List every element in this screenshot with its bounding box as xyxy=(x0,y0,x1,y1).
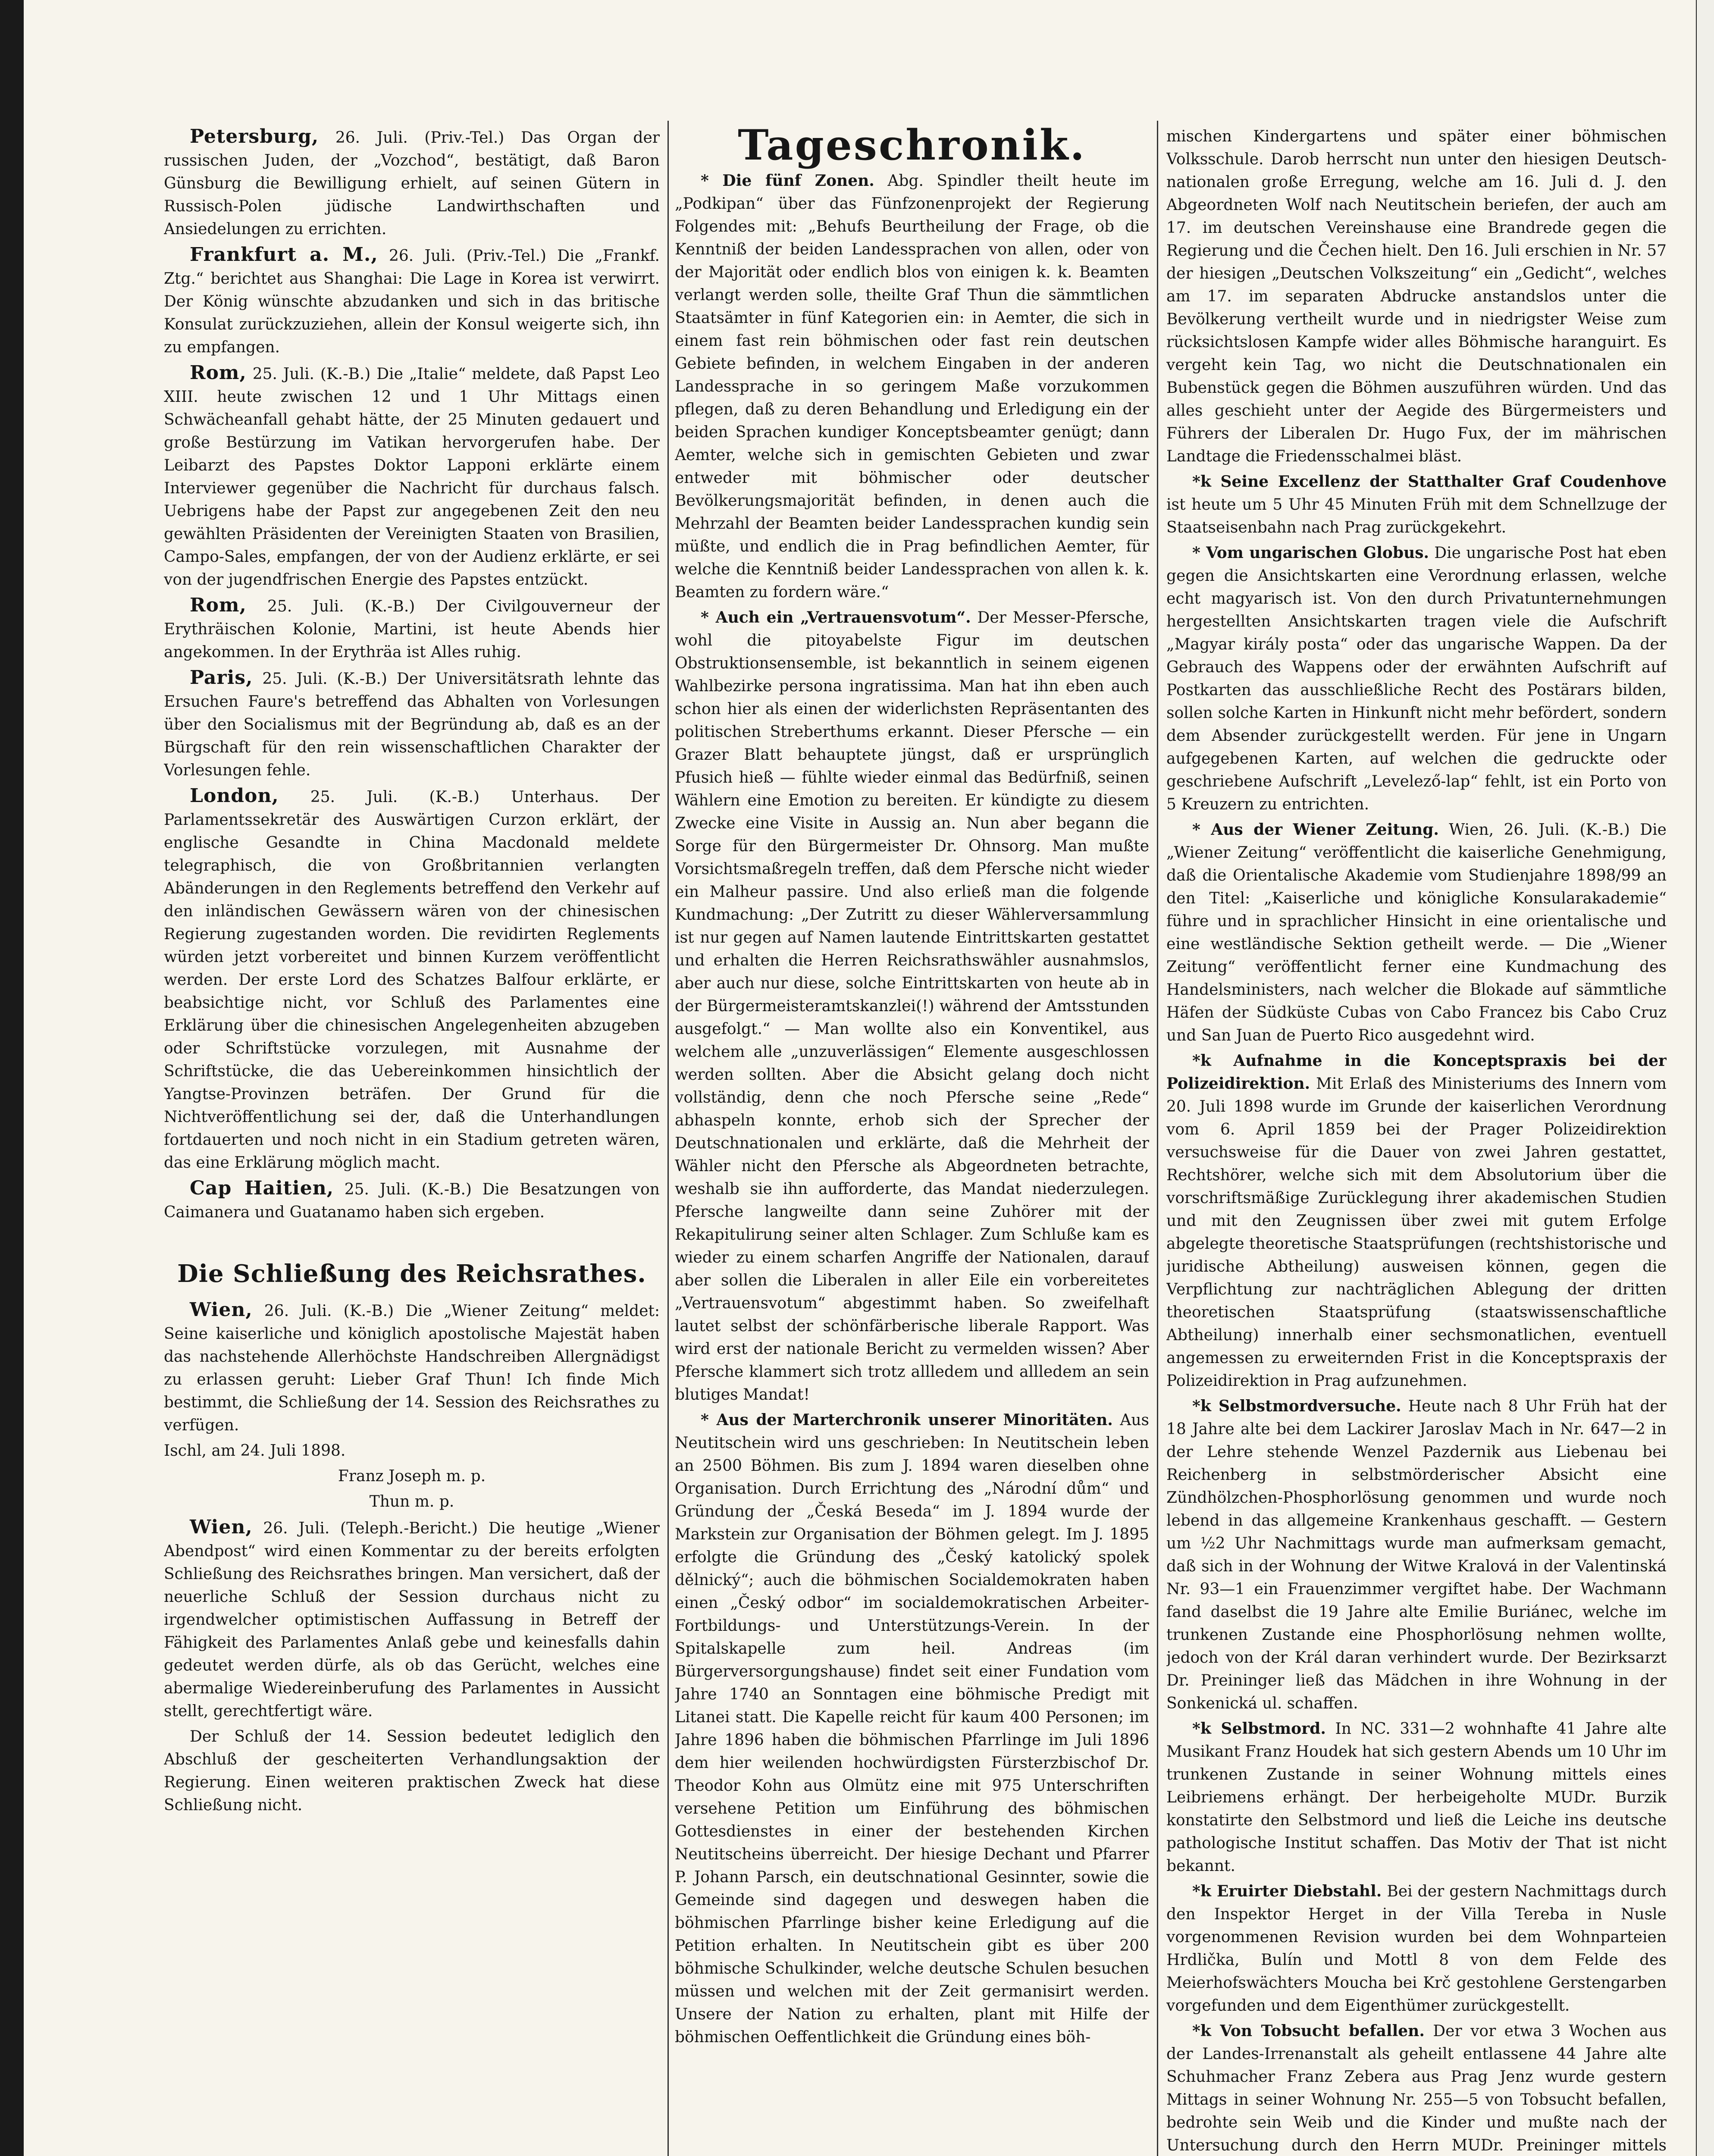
article-london xyxy=(164,784,660,1174)
article-text: In NC. 331—2 wohnhafte 41 Jahre alte Musikant Franz Houdek hat sich gestern Abends um 10 Uhr im trunkenen Zustande in seiner Wohnung mittels eines Leibriemens erhängt. Der herbeigeholte MUDr. Burzik konstatirte den Selbstmord und ließ die Leiche ins deutsche pathologische Institut schaffen. Das Motiv der That ist nicht bekannt. xyxy=(1166,1720,1667,1875)
article-heading: * Auch ein „Vertrauensvotum“. xyxy=(701,608,971,627)
article-wien-2 xyxy=(164,1516,660,1723)
dateline: Frankfurt a. M., xyxy=(190,244,378,266)
article-petersburg xyxy=(164,125,660,241)
article-paris xyxy=(164,666,660,782)
article-text: 26. Juli. (Priv.-Tel.) Das Organ der russischen Juden, der „Vozchod“, bestätigt, daß Baron Günsburg die Bewilligung erhielt, auf seinen Gütern in Russisch-Polen jüdische Landwirthschaften und Ansiedelungen zu errichten. xyxy=(164,129,660,238)
section-masthead: Tageschronik. xyxy=(738,125,1086,169)
column-1 xyxy=(164,125,660,2156)
article-text: Wien, 26. Juli. (K.-B.) Die „Wiener Zeitung“ veröffentlicht die kaiserliche Genehmigung, daß die Orientalische Akademie vom Studienjahre 1898/99 an den Titel: „Kaiserliche und königliche Konsularakademie“ führe und in sprachlicher Hinsicht in eine orientalische und eine westländische Sektion getheilt werde. — Die „Wiener Zeitung“ veröffentlicht ferner eine Kundmachung des Handelsministers, nach welcher die Blokade auf sämmtliche Häfen der Südküste Cubas von Cabo Francez bis Cabo Cruz und San Juan de Puerto Rico ausgedehnt wird. xyxy=(1166,821,1667,1044)
article-rom-2 xyxy=(164,594,660,664)
article-text: 25. Juli. (K.-B.) Die „Italie“ meldete, daß Papst Leo XIII. heute zwischen 12 und 1 Uhr Mittags einen Schwächeanfall gehabt hätte, der 25 Minuten gedauert und große Bestürzung im Vatikan hervorgerufen habe. Der Leibarzt des Papstes Doktor Lapponi erklärte einem Interviewer gegenüber die Nachricht für durchaus falsch. Uebrigens habe der Papst zur angegebenen Zeit den neu gewählten Präsidenten der Vereinigten Staaten von Brasilien, Campo-Sales, empfangen, der von der Audienz erklärte, er sei von der jugendfrischen Energie des Papstes entzückt. xyxy=(164,365,660,589)
article-selbstmord xyxy=(1166,1717,1667,1877)
article-text: Bei der gestern Nachmittags durch den Inspektor Herget in der Villa Tereba in Nusle vorgenommenen Revision wurden bei dem Wohnparteien Hrdlička, Bulín und Mottl 8 von dem Felde des Meierhofswächters Moucha bei Krč gestohlene Gerstengarben vorgefunden und dem Eigenthümer zurückgestellt. xyxy=(1166,1883,1667,2015)
article-text: 25. Juli. (K.-B.) Unterhaus. Der Parlamentssekretär des Auswärtigen Curzon erklärt, der englische Gesandte in China Macdonald meldete telegraphisch, die von Großbritannien verlangten Abänderungen in den Reglements betreffend den Verkehr auf den inländischen Gewässern wären von der chinesischen Regierung zugestanden worden. Die revidirten Reglements würden jetzt vorbereitet und binnen Kurzem veröffentlicht werden. Der erste Lord des Schatzes Balfour erklärte, er beabsichtige nicht, vor Schluß des Parlamentes eine Erklärung über die chinesischen Angelegenheiten abzugeben oder Schriftstücke vorzulegen, mit Ausnahme der Schriftstücke, die das Uebereinkommen hinsichtlich der Yangtse-Provinzen beträfen. Der Grund für die Nichtveröffentlichung sei der, daß die Unterhandlungen fortdauerten und noch nicht in ein Stadium getreten wären, das eine Erklärung möglich macht. xyxy=(164,788,660,1172)
dateline: Paris, xyxy=(190,667,253,689)
column-rule-1 xyxy=(667,121,669,2156)
article-text: Die ungarische Post hat eben gegen die Ansichtskarten eine Verordnung erlassen, welche echt magyarisch ist. Von den durch Privatunternehmungen hergestellten Ansichtskarten tragen viele die Aufschrift „Magyar király posta“ oder das ungarische Wappen. Da der Gebrauch des Wappens oder der erwähnten Aufschrift auf Postkarten das ausschließliche Recht des Postärars bilden, sollen solche Karten in Hinkunft nicht mehr befördert, sondern dem Absender zurückgestellt werden. Für jene in Ungarn aufgegebenen Karten, auf welchen die gedruckte oder geschriebene Aufschrift „Levelező-lap“ fehlt, ist ein Porto von 5 Kreuzern zu entrichten. xyxy=(1166,544,1667,813)
article-statthalter xyxy=(1166,470,1667,539)
article-text: Der Messer-Pfersche, wohl die pitoyabelste Figur im deutschen Obstruktionsensemble, ist bekanntlich in seinem eigenen Wahlbezirke persona ingratissima. Man hat ihn eben auch schon hier als einen der widerlichsten Repräsentanten des politischen Streberthums erkannt. Dieser Pfersche — ein Grazer Blatt behauptete jüngst, daß er ursprünglich Pfusich hieß — fühlte wieder einmal das Bedürfniß, seinen Wählern eine Emotion zu bereiten. Er kündigte zu diesem Zwecke eine Visite in Aussig an. Nun aber begann die Sorge für den Bürgermeister Dr. Ohnsorg. Man mußte Vorsichtsmaßregeln treffen, daß dem Pfersche nicht wieder ein Malheur passire. Und also erließ man die folgende Kundmachung: „Der Zutritt zu dieser Wählerversammlung ist nur gegen auf Namen lautende Eintrittskarten gestattet und erhalten die Herren Reichsrathswähler ausnahmslos, aber auch nur diese, solche Eintrittskarten von heute ab in der Bürgermeisteramtskanzlei(!) während der Amtsstunden ausgefolgt.“ — Man wollte also ein Konventikel, aus welchem alle „unzuverlässigen“ Elemente ausgeschlossen werden sollten. Aber die Absicht gelang doch nicht vollständig, denn che noch Pfersche seine „Rede“ abhaspeln konnte, erhob sich der Sprecher der Deutschnationalen und erklärte, daß die Mehrheit der Wähler nicht den Pfersche als Abgeordneten betrachte, weshalb sie ihn aufforderte, das Mandat niederzulegen. Pfersche langweilte dann seine Zuhörer mit der Rekapitulirung seiner alten Schlager. Zum Schluße kam es wieder zu einem scharfen Angriffe der Nationalen, darauf aber sollen die Liberalen in aller Eile ein vorbereitetes „Vertrauensvotum“ abgestimmt haben. So zweifelhaft lautet selbst der schönfärberische liberale Rapport. Was wird erst der nationale Bericht zu vermelden wissen? Aber Pfersche klammert sich trotz allledem und allledem an sein blutiges Mandat! xyxy=(675,609,1149,1404)
dateline: Wien, xyxy=(190,1299,253,1321)
article-text: Mit Erlaß des Ministeriums des Innern vom 20. Juli 1898 wurde im Grunde der kaiserlichen Verordnung vom 6. April 1859 bei der Prager Polizeidirektion versuchsweise für die Dauer von zwei Jahren gestattet, Rechtshörer, welche sich mit dem Absolutorium über die vorschriftsmäßige Zurücklegung ihrer akademischen Studien und mit den Zeugnissen über zwei mit gutem Erfolge abgelegte theoretische Staatsprüfungen (rechtshistorische und juridische Abtheilung) ausweisen können, gegen die Verpflichtung zur nachträglichen Ablegung der dritten theoretischen Staatsprüfung (staatswissenschaftliche Abtheilung) innerhalb einer sechsmonatlichen, eventuell angemessen zu erweiternden Frist in die Konceptspraxis der Polizeidirektion in Prag aufzunehmen. xyxy=(1166,1075,1667,1390)
article-vertrauen xyxy=(675,606,1149,1406)
article-marterchronik xyxy=(675,1409,1149,2049)
article-rom-1 xyxy=(164,361,660,591)
article-konceptspraxis xyxy=(1166,1050,1667,1392)
page-left-edge xyxy=(0,0,24,2156)
article-heading: *k Aufnahme in die Konceptspraxis bei der Polizeidirektion. xyxy=(1166,1052,1667,1093)
column-rule-2 xyxy=(1157,121,1158,2156)
dateline: Rom, xyxy=(190,594,247,616)
column-2 xyxy=(675,125,1149,2156)
article-wien-1 xyxy=(164,1298,660,1437)
article-text: Der vor etwa 3 Wochen aus der Landes-Irrenanstalt als geheilt entlassene 44 Jahre alte Schuhmacher Franz Zebera aus Prag Jenz wurde gestern Mittags in seiner Wohnung Nr. 255—5 von Tobsucht befallen, bedrohte sein Weib und die Kinder und mußte nach der Untersuchung durch den Herrn MUDr. Preininger mittels xyxy=(1166,2022,1667,2154)
article-cap-haitien xyxy=(164,1177,660,1224)
page-right-edge xyxy=(1696,0,1714,2156)
article-text: Heute nach 8 Uhr Früh hat der 18 Jahre alte bei dem Lackirer Jaroslav Mach in Nr. 647—2 in der Lehre stehende Wenzel Pazdernik aus Liebenau bei Reichenberg in selbstmörderischer Absicht eine Zündhölzchen-Phosphorlösung genommen und wurde noch lebend in das allgemeine Krankenhaus geschafft. — Gestern um ½2 Uhr Nachmittags wurde man aufmerksam gemacht, daß sich in der Wohnung der Witwe Kralová in der Valentinská Nr. 93—1 ein Frauenzimmer vergiftet habe. Der Wachmann fand daselbst die 19 Jahre alte Emilie Buriánec, welche im trunkenen Zustande eine Phosphorlösung nehmen wollte, jedoch von der Král daran verhindert wurde. Der Bezirksarzt Dr. Preininger ließ das Mädchen in ihre Wohnung in der Sonkenická ul. schaffen. xyxy=(1166,1398,1667,1712)
article-text: 25. Juli. (K.-B.) Die Besatzungen von Caimanera und Guatanamo haben sich ergeben. xyxy=(164,1181,660,1221)
article-text: Aus Neutitschein wird uns geschrieben: In Neutitschein leben an 2500 Böhmen. Bis zum J. 1894 waren dieselben ohne Organisation. Durch Errichtung des „Národní dům“ und Gründung der „Česká Beseda“ im J. 1894 wurde der Markstein zur Organisation der Böhmen gelegt. Im J. 1895 erfolgte die Gründung des „Český katolický spolek dělnický“; auch die böhmischen Socialdemokraten haben einen „Český odbor“ im socialdemokratischen Arbeiter-Fortbildungs- und Unterstützungs-Verein. In der Spitalskapelle zum heil. Andreas (im Bürgerversorgungshause) findet seit einer Fundation vom Jahre 1740 an Sonntagen eine böhmische Predigt mit Litanei statt. Die Kapelle reicht für kaum 400 Personen; im Jahre 1896 haben die böhmischen Pfarrlinge im Juli 1896 dem hier weilenden hochwürdigsten Fürsterzbischof Dr. Theodor Kohn aus Olmütz eine mit 975 Unterschriften versehene Petition um Einführung des böhmischen Gottesdienstes in einer der bestehenden Kirchen Neutitscheins überreicht. Der hiesige Dechant und Pfarrer P. Johann Parsch, ein deutschnational Gesinnter, sowie die Gemeinde sind dagegen und deswegen haben die böhmischen Pfarrlinge bisher keine Erledigung auf die Petition erhalten. In Neutitschein gibt es über 200 böhmische Schulkinder, welche deutsche Schulen besuchen müssen und welchen mit der Zeit germanisirt werden. Unsere der Nation zu erhalten, plant mit Hilfe der böhmischen Oeffentlichkeit die Gründung eines böh- xyxy=(675,1411,1149,2046)
article-text: ist heute um 5 Uhr 45 Minuten Früh mit dem Schnellzuge der Staatseisenbahn nach Prag zurückgekehrt. xyxy=(1166,496,1667,536)
article-text: 25. Juli. (K.-B.) Der Universitätsrath lehnte das Ersuchen Faure's betreffend das Abhalten von Vorlesungen über den Socialismus mit der Begründung ab, daß es an der Bürgschaft für den rein wissenschaftlichen Charakter der Vorlesungen fehle. xyxy=(164,670,660,779)
column-3 xyxy=(1166,125,1667,2156)
article-text: 26. Juli. (K.-B.) Die „Wiener Zeitung“ meldet: Seine kaiserliche und königlich apostolische Majestät haben das nachstehende Allerhöchste Handschreiben Allergnädigst zu erlassen geruht: Lieber Graf Thun! Ich finde Mich bestimmt, die Schließung der 14. Session des Reichsrathes zu verfügen. xyxy=(164,1302,660,1434)
article-selbstmordversuche xyxy=(1166,1395,1667,1715)
place-date: Ischl, am 24. Juli 1898. xyxy=(164,1442,346,1460)
dateline: London, xyxy=(190,785,279,807)
article-heading: * Aus der Wiener Zeitung. xyxy=(1192,821,1439,839)
article-heading: *k Von Tobsucht befallen. xyxy=(1192,2022,1425,2040)
article-heading: * Vom ungarischen Globus. xyxy=(1192,544,1429,562)
article-wiener-zeitung xyxy=(1166,818,1667,1047)
article-text: 25. Juli. (K.-B.) Der Civilgouverneur der Erythräischen Kolonie, Martini, ist heute Abends hier angekommen. In der Erythräa ist Alles ruhig. xyxy=(164,598,660,661)
article-globus xyxy=(1166,542,1667,816)
article-heading: *k Eruirter Diebstahl. xyxy=(1192,1882,1382,1900)
signature-emperor: Franz Joseph m. p. xyxy=(338,1467,486,1485)
article-frankfurt xyxy=(164,243,660,359)
article-text: 26. Juli. (Priv.-Tel.) Die „Frankf. Ztg.“ berichtet aus Shanghai: Die Lage in Korea ist verwirrt. Der König wünschte abzudanken und sich in das britische Konsulat zurückzuziehen, allein der Konsul weigerte sich, ihn zu empfangen. xyxy=(164,247,660,356)
dateline: Petersburg, xyxy=(190,125,319,147)
article-text: 26. Juli. (Teleph.-Bericht.) Die heutige „Wiener Abendpost“ wird einen Kommentar zu der bereits erfolgten Schließung des Reichsrathes bringen. Man versichert, daß der neuerliche Schluß der Session durchaus nicht zu irgendwelcher optimistischen Auffassung in Betreff der Fähigkeit des Parlamentes Anlaß gebe und keinesfalls dahin gedeutet werden dürfe, als ob das Gerücht, welches eine abermalige Wiedereinberufung des Parlamentes in Aussicht stellt, gerechtfertigt wäre. xyxy=(164,1520,660,1720)
article-text: Abg. Spindler theilt heute im „Podkipan“ über das Fünfzonenprojekt der Regierung Folgendes mit: „Behufs Beurtheilung der Frage, ob die Kenntniß der beiden Landessprachen von allen, oder von der Majorität oder endlich blos von einigen k. k. Beamten verlangt werden solle, theilte Graf Thun die sämmtlichen Staatsämter in fünf Kategorien ein: in Aemter, die sich in einem fast rein böhmischen oder fast rein deutschen Gebiete befinden, in welchem Eingaben in der anderen Landessprache in so geringem Maße vorzukommen pflegen, daß zu deren Behandlung und Erledigung ein der beiden Sprachen kundiger Konceptsbeamter genügt; dann Aemter, welche sich in gemischten Gebieten und zwar entweder mit böhmischer oder deutscher Bevölkerungsmajorität befinden, in denen auch die Mehrzahl der Beamten beider Landessprachen kundig sein müßte, und endlich die in Prag befindlichen Aemter, für welche die Kenntniß beider Landessprachen von allen k. k. Beamten zu fordern wäre.“ xyxy=(675,172,1149,601)
dateline: Rom, xyxy=(190,362,247,384)
section-title: Die Schließung des Reichsrathes. xyxy=(177,1260,646,1288)
article-heading: *k Seine Excellenz der Statthalter Graf Coudenhove xyxy=(1192,473,1667,491)
dateline: Cap Haitien, xyxy=(190,1177,334,1199)
article-heading: * Die fünf Zonen. xyxy=(701,172,874,190)
article-heading: *k Selbstmord. xyxy=(1192,1720,1326,1738)
article-zonen xyxy=(675,169,1149,604)
article-continuation: mischen Kindergartens und später einer böhmischen Volksschule. Darob herrscht nun unter den hiesigen Deutsch-nationalen große Erregung, welche am 16. Juli d. J. den Abgeordneten Wolf nach Neutitschein beriefen, der auch am 17. im deutschen Vereinshause eine Brandrede gegen die Regierung und die Čechen hielt. Den 16. Juli erschien in Nr. 57 der hiesigen „Deutschen Volkszeitung“ ein „Gedicht“, welches am 17. im separaten Abdrucke anstandslos unter die Bevölkerung vertheilt wurde und in niedrigster Weise zum rücksichtslosen Kampfe wider alles Böhmische haranguirt. Es vergeht kein Tag, wo nicht die Deutschnationalen ein Bubenstück gegen die Böhmen auszuführen würden. Und das alles geschieht unter der Aegide des Bürgermeisters und Führers der Liberalen Dr. Hugo Fux, der im mährischen Landtage die Friedensschalmei bläst. xyxy=(1166,128,1667,465)
signature-thun: Thun m. p. xyxy=(369,1493,454,1510)
dateline: Wien, xyxy=(190,1516,253,1538)
article-wien-3: Der Schluß der 14. Session bedeutet lediglich den Abschluß der gescheiterten Verhandlungsaktion der Regierung. Einen weiteren praktischen Zweck hat diese Schließung nicht. xyxy=(164,1728,660,1814)
article-heading: *k Selbstmordversuche. xyxy=(1192,1397,1401,1415)
article-heading: * Aus der Marterchronik unserer Minoritäten. xyxy=(701,1411,1113,1429)
article-diebstahl xyxy=(1166,1880,1667,2017)
article-tobsucht xyxy=(1166,2020,1667,2156)
